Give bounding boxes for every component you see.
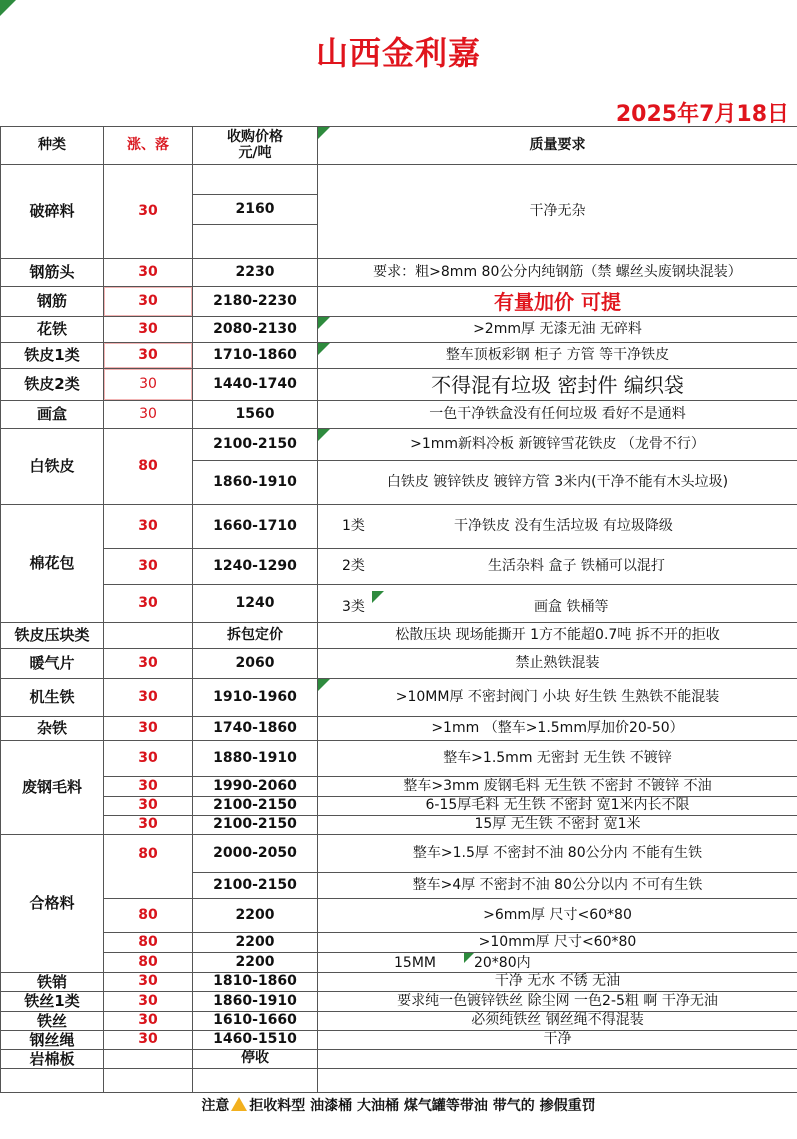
change-cell-empty [104, 1050, 193, 1069]
header-type: 种类 [1, 127, 104, 165]
price-cell: 1860-1910 [193, 992, 318, 1012]
change-cell: 80 [104, 429, 193, 505]
quality-cell: 3类 画盒 铁桶等 [318, 585, 797, 623]
price-cell-empty [193, 165, 318, 195]
price-cell: 1660-1710 [193, 505, 318, 549]
change-cell: 30 [104, 369, 193, 401]
table-row [1, 973, 797, 992]
change-cell: 30 [104, 1012, 193, 1031]
green-flag-icon [318, 679, 330, 691]
price-cell: 2080-2130 [193, 317, 318, 343]
change-cell: 30 [104, 777, 193, 797]
change-cell: 80 [104, 953, 193, 973]
quality-cell: >6mm厚 尺寸<60*80 [318, 899, 797, 933]
price-cell: 2200 [193, 953, 318, 973]
price-cell: 2200 [193, 933, 318, 953]
table-row [1, 343, 797, 369]
table-row-empty [1, 1069, 797, 1093]
change-cell: 30 [104, 973, 193, 992]
type-cell: 铁皮压块类 [1, 623, 104, 649]
type-cell: 废钢毛料 [1, 741, 104, 835]
change-cell: 80 [104, 899, 193, 933]
change-cell: 30 [104, 717, 193, 741]
price-cell: 2200 [193, 899, 318, 933]
type-cell: 钢丝绳 [1, 1031, 104, 1050]
price-cell: 1860-1910 [193, 461, 318, 505]
change-cell: 30 [104, 585, 193, 623]
sub-grade-label: 1类 [342, 517, 365, 534]
quality-cell: >10MM厚 不密封阀门 小块 好生铁 生熟铁不能混装 [318, 679, 797, 717]
green-flag-icon [372, 591, 384, 603]
green-flag-icon [318, 429, 330, 441]
price-cell: 2000-2050 [193, 835, 318, 873]
table-row [1, 549, 797, 585]
type-cell: 花铁 [1, 317, 104, 343]
price-cell: 2100-2150 [193, 429, 318, 461]
price-cell: 2180-2230 [193, 287, 318, 317]
table-row [1, 816, 797, 835]
quality-cell: 整车>1.5厚 不密封不油 80公分内 不能有生铁 [318, 835, 797, 873]
type-cell: 铁丝1类 [1, 992, 104, 1012]
type-cell: 钢筋 [1, 287, 104, 317]
change-cell: 30 [104, 317, 193, 343]
warning-icon [231, 1097, 247, 1111]
type-cell: 铁皮1类 [1, 343, 104, 369]
quality-cell: 干净无杂 [318, 165, 797, 259]
green-flag-icon [464, 953, 474, 963]
green-flag-icon [318, 127, 330, 139]
change-cell: 80 [104, 933, 193, 953]
quality-cell: >1mm （整车>1.5mm厚加价20-50） [318, 717, 797, 741]
change-cell: 30 [104, 401, 193, 429]
header-change: 涨、落 [104, 127, 193, 165]
table-row [1, 777, 797, 797]
price-cell: 1560 [193, 401, 318, 429]
quality-cell: 干净 [318, 1031, 797, 1050]
table-row [1, 287, 797, 317]
table-row [1, 835, 797, 873]
sub-grade-label: 3类 [342, 599, 365, 616]
price-table [0, 126, 797, 1093]
quality-cell: 整车>4厚 不密封不油 80公分以内 不可有生铁 [318, 873, 797, 899]
quality-cell-empty [318, 1050, 797, 1069]
quality-cell: 白铁皮 镀锌铁皮 镀锌方管 3米内(干净不能有木头垃圾) [318, 461, 797, 505]
green-flag-icon [318, 317, 330, 329]
change-cell: 30 [104, 816, 193, 835]
quality-cell: 要求：粗>8mm 80公分内纯钢筋（禁 螺丝头废钢块混装） [318, 259, 797, 287]
change-cell: 30 [104, 679, 193, 717]
quality-cell: 15厚 无生铁 不密封 宽1米 [318, 816, 797, 835]
change-cell: 30 [104, 259, 193, 287]
change-cell: 30 [104, 741, 193, 777]
table-row [1, 1012, 797, 1031]
quality-cell: 整车>1.5mm 无密封 无生铁 不镀锌 [318, 741, 797, 777]
type-cell: 画盒 [1, 401, 104, 429]
price-cell: 1710-1860 [193, 343, 318, 369]
quality-cell: 1类 干净铁皮 没有生活垃圾 有垃圾降级 [318, 505, 797, 549]
change-cell: 30 [104, 287, 193, 317]
change-cell: 80 [104, 835, 193, 899]
price-cell: 1910-1960 [193, 679, 318, 717]
quality-cell: 6-15厚毛料 无生铁 不密封 宽1米内长不限 [318, 797, 797, 816]
price-cell: 1240 [193, 585, 318, 623]
table-row [1, 505, 797, 549]
note-text: 拒收料型 油漆桶 大油桶 煤气罐等带油 带气的 掺假重罚 [249, 1098, 596, 1114]
quality-cell: 要求纯一色镀锌铁丝 除尘网 一色2-5粗 啊 干净无油 [318, 992, 797, 1012]
change-cell-empty [104, 1069, 193, 1093]
change-cell: 30 [104, 797, 193, 816]
change-cell: 30 [104, 165, 193, 259]
price-cell: 2100-2150 [193, 816, 318, 835]
type-cell: 铁销 [1, 973, 104, 992]
price-cell: 1810-1860 [193, 973, 318, 992]
price-cell: 1880-1910 [193, 741, 318, 777]
change-cell: 30 [104, 992, 193, 1012]
table-row [1, 317, 797, 343]
quality-cell: >10mm厚 尺寸<60*80 [318, 933, 797, 953]
type-cell: 合格料 [1, 835, 104, 973]
type-cell-empty [1, 1069, 104, 1093]
quality-cell: 干净 无水 不锈 无油 [318, 973, 797, 992]
quality-cell: 必须纯铁丝 钢丝绳不得混装 [318, 1012, 797, 1031]
quality-cell: 一色干净铁盒没有任何垃圾 看好不是通料 [318, 401, 797, 429]
type-cell: 铁皮2类 [1, 369, 104, 401]
price-cell-empty [193, 1069, 318, 1093]
type-cell: 机生铁 [1, 679, 104, 717]
note-prefix: 注意 [201, 1098, 230, 1114]
price-cell: 2100-2150 [193, 797, 318, 816]
footer-note [0, 1095, 797, 1115]
table-row [1, 1031, 797, 1050]
table-row [1, 585, 797, 623]
type-cell: 白铁皮 [1, 429, 104, 505]
change-cell-empty [104, 623, 193, 649]
sub-grade-label: 2类 [342, 557, 365, 574]
date-label: 2025年7月18日 [615, 102, 789, 127]
change-cell: 30 [104, 649, 193, 679]
quality-cell: 2类 生活杂料 盒子 铁桶可以混打 [318, 549, 797, 585]
table-row [1, 992, 797, 1012]
price-cell: 1990-2060 [193, 777, 318, 797]
quality-cell: 禁止熟铁混装 [318, 649, 797, 679]
table-row [1, 797, 797, 816]
price-cell: 2060 [193, 649, 318, 679]
type-cell: 铁丝 [1, 1012, 104, 1031]
corner-flag [0, 0, 16, 16]
change-cell: 30 [104, 343, 193, 369]
quality-cell: 松散压块 现场能撕开 1方不能超0.7吨 拆不开的拒收 [318, 623, 797, 649]
price-cell-empty [193, 225, 318, 259]
quality-cell: 整车顶板彩钢 柜子 方管 等干净铁皮 [318, 343, 797, 369]
table-row [1, 401, 797, 429]
table-row [1, 623, 797, 649]
table-row [1, 649, 797, 679]
price-cell: 1740-1860 [193, 717, 318, 741]
quality-cell: >1mm新料冷板 新镀锌雪花铁皮 （龙骨不行） [318, 429, 797, 461]
table-row [1, 429, 797, 461]
change-cell: 30 [104, 549, 193, 585]
table-row [1, 1050, 797, 1069]
type-cell: 杂铁 [1, 717, 104, 741]
quality-cell: 有量加价 可提 [318, 287, 797, 317]
change-cell: 30 [104, 1031, 193, 1050]
quality-cell: 整车>3mm 废钢毛料 无生铁 不密封 不镀锌 不油 [318, 777, 797, 797]
type-cell: 钢筋头 [1, 259, 104, 287]
table-row [1, 679, 797, 717]
table-row [1, 899, 797, 933]
table-row [1, 953, 797, 973]
quality-cell: 15MM 20*80内 [318, 953, 797, 973]
sub-spec-label: 15MM [394, 955, 436, 972]
price-cell: 1240-1290 [193, 549, 318, 585]
page-title: 山西金利嘉 [315, 34, 481, 72]
type-cell: 岩棉板 [1, 1050, 104, 1069]
quality-cell: >2mm厚 无漆无油 无碎料 [318, 317, 797, 343]
change-cell: 30 [104, 505, 193, 549]
price-cell: 拆包定价 [193, 623, 318, 649]
header-price: 收购价格 元/吨 [193, 127, 318, 165]
table-row [1, 259, 797, 287]
price-cell: 1440-1740 [193, 369, 318, 401]
table-row [1, 741, 797, 777]
table-row [1, 717, 797, 741]
quality-cell: 不得混有垃圾 密封件 编织袋 [318, 369, 797, 401]
type-cell: 棉花包 [1, 505, 104, 623]
type-cell: 暖气片 [1, 649, 104, 679]
price-cell: 停收 [193, 1050, 318, 1069]
header-quality: 质量要求 [318, 127, 797, 165]
green-flag-icon [318, 343, 330, 355]
quality-cell-empty [318, 1069, 797, 1093]
price-cell: 1460-1510 [193, 1031, 318, 1050]
table-row [1, 369, 797, 401]
table-row [1, 933, 797, 953]
header-row [1, 127, 797, 165]
price-cell: 1610-1660 [193, 1012, 318, 1031]
price-cell: 2100-2150 [193, 873, 318, 899]
price-cell: 2230 [193, 259, 318, 287]
price-cell: 2160 [193, 195, 318, 225]
type-cell: 破碎料 [1, 165, 104, 259]
